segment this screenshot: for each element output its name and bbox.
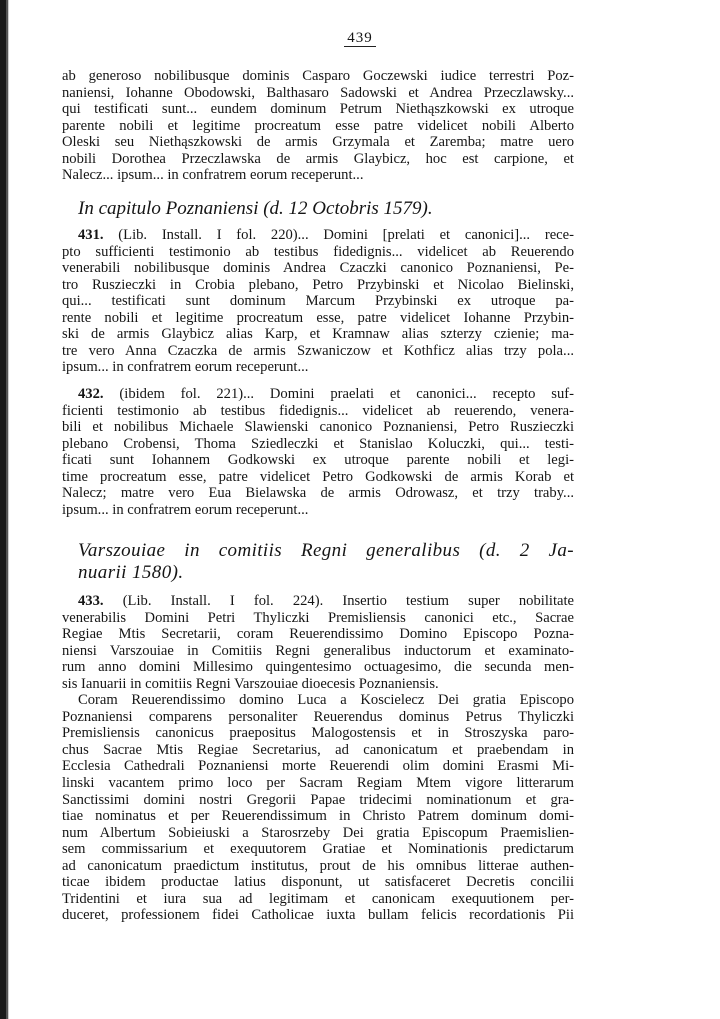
text-line: duceret, professionem fidei Catholicae iuxta bullam felicis recordationis Pii	[62, 907, 574, 924]
entry-number: 432.	[78, 386, 104, 402]
text-line: qui... testificati sunt dominum Marcum Przybinski ex utroque pa-	[62, 293, 574, 310]
text-line: plebano Crobensi, Thoma Sziedleczki et Stanislao Koluczki, qui... testi-	[62, 435, 574, 452]
text-line: niensi Varszouiae in Comitiis Regni generalibus inductorum et examinato-	[62, 642, 574, 659]
text-line: tre vero Anna Czaczka de armis Szwaniczow et Kothficz alias trzy pola...	[62, 342, 574, 359]
text-line: sis Ianuarii in comitiis Regni Varszouiae dioecesis Poznaniensis.	[62, 675, 439, 692]
text-block-1	[62, 68, 574, 184]
text-line: rum anno domini Millesimo quingentesimo octuagesimo, die secunda men-	[62, 659, 574, 676]
text-line: ab generoso nobilibusque dominis Casparo Goczewski iudice terrestri Poz-	[62, 68, 574, 84]
entry-433	[62, 593, 574, 924]
text-line: ipsum... in confratrem eorum receperunt...	[62, 501, 309, 518]
text-line: ski de armis Glaybicz alias Karp, et Kramnaw alias szterzy czienie; ma-	[62, 326, 574, 343]
entry-number: 431.	[78, 227, 104, 243]
text-line: 433. (Lib. Install. I fol. 224). Insertio testium super nobilitate	[78, 593, 575, 609]
text-line: Poznaniensi comparens personaliter Reuerendus dominus Petrus Thyliczki	[62, 708, 574, 725]
text-line: parente nobili et legitime procreatum esse patre videlicet nobili Alberto	[62, 117, 574, 134]
text-line: ficati sunt Iohannem Godkowski ex utroque parente nobili et legi-	[62, 452, 574, 469]
text-line: Tridentini et iura sua ad legitimam et canonicam exequutionem per-	[62, 890, 574, 907]
text-line: venerabili nobilibusque dominis Andrea Czaczki canonico Poznaniensi, Pe-	[62, 260, 574, 277]
text-line: Nalecz; matre vero Eua Bielawska de armis Odrowasz, et trzy traby...	[62, 485, 574, 502]
page-number: 439	[0, 30, 720, 47]
section-heading: In capitulo Poznaniensi (d. 12 Octobris 1579).	[78, 198, 433, 219]
text-line: chus Sacrae Mtis Regiae Secretarius, ad canonicatum et praebendam in	[62, 741, 574, 758]
text-line: Coram Reuerendissimo domino Luca a Koscielecz Dei gratia Episcopo	[78, 692, 574, 709]
paragraph	[62, 386, 574, 518]
entry-432	[62, 386, 574, 518]
text-line: nobili Dorothea Przeczlawska de armis Glaybicz, hoc est carpione, et	[62, 150, 574, 167]
paragraph	[62, 227, 574, 376]
text-line: bili et nobilibus Michaele Slawienski canonico Poznaniensi, Petro Ruszieczki	[62, 419, 574, 436]
text-line: 431. (Lib. Install. I fol. 220)... Domini [prelati et canonici]... rece-	[78, 227, 574, 243]
text-line: venerabilis Domini Petri Thyliczki Premisliensis canonici etc., Sacrae	[62, 609, 574, 626]
text-line: Sanctissimi domini nostri Gregorii Papae tridecimi nominationum et gra-	[62, 791, 574, 808]
text-line: ad canonicatum praedictum institutus, prout de his omnibus litterae authen-	[62, 857, 574, 874]
text-line: ticae ibidem productae latius disponunt, ut satisfaceret Decretis concilii	[62, 874, 574, 891]
text-line: tiae nominatus et per Reuerendissimum in Christo Patrem dominum domi-	[62, 808, 574, 825]
text-line: linski vacantem primo loco per Sacram Regiam Mtem vigore litterarum	[62, 775, 574, 792]
text-line: 432. (ibidem fol. 221)... Domini praelati et canonici... recepto suf-	[78, 386, 575, 402]
text-line: Premisliensis canonicus praepositus Malogostensis et in Stroszyska paro-	[62, 725, 574, 742]
text-line: Regiae Mtis Secretarii, coram Reuerendissimo Domino Episcopo Pozna-	[62, 626, 574, 643]
entry-number: 433.	[78, 593, 104, 609]
entry-431	[62, 227, 574, 376]
text-line: Oleski seu Niethąszkowski de armis Grzymala et Zaremba; matre uero	[62, 134, 574, 151]
text-line: time procreatum esse, patre videlicet Petro Godkowski de armis Korab et	[62, 468, 574, 485]
text-line: Ecclesia Cathedrali Poznaniensi morte Reuerendi olim domini Erasmi Mi-	[62, 758, 574, 775]
text-line: sem commissarium et exequutorem Gratiae et Nominationis predictarum	[62, 841, 574, 858]
scan-edge-shadow	[0, 0, 9, 1019]
text-line: Nalecz... ipsum... in confratrem eorum receperunt...	[62, 167, 364, 184]
paragraph	[62, 68, 574, 184]
text-line: ficienti testimonio ab testibus fidedignis... videlicet ab reuerendo, venera-	[62, 402, 574, 419]
text-line: qui testificati sunt... eundem dominum Petrum Niethąszkowski ex utroque	[62, 101, 574, 118]
section-heading: Varszouiae in comitiis Regni generalibus (d. 2 Ja- nuarii 1580).	[78, 540, 574, 583]
text-line: num Albertum Sobieiuski a Starosrzeby Dei gratia Episcopum Praemislien-	[62, 824, 574, 841]
text-line: pto sufficienti testimonio ab testibus fidedignis... videlicet ab Reuerendo	[62, 243, 574, 260]
text-line: tro Ruszieczki in Crobia plebano, Petro Przybinski et Nicolao Bielinski,	[62, 276, 574, 293]
paragraph	[62, 593, 574, 924]
text-line: naniensi, Iohanne Obodowski, Balthasaro Sadowski et Andrea Przeczlawsky...	[62, 84, 574, 101]
text-line: ipsum... in confratrem eorum receperunt...	[62, 359, 309, 376]
text-line: rente nobili et legitime procreatum esse, patre videlicet Iohanne Przybin-	[62, 309, 574, 326]
